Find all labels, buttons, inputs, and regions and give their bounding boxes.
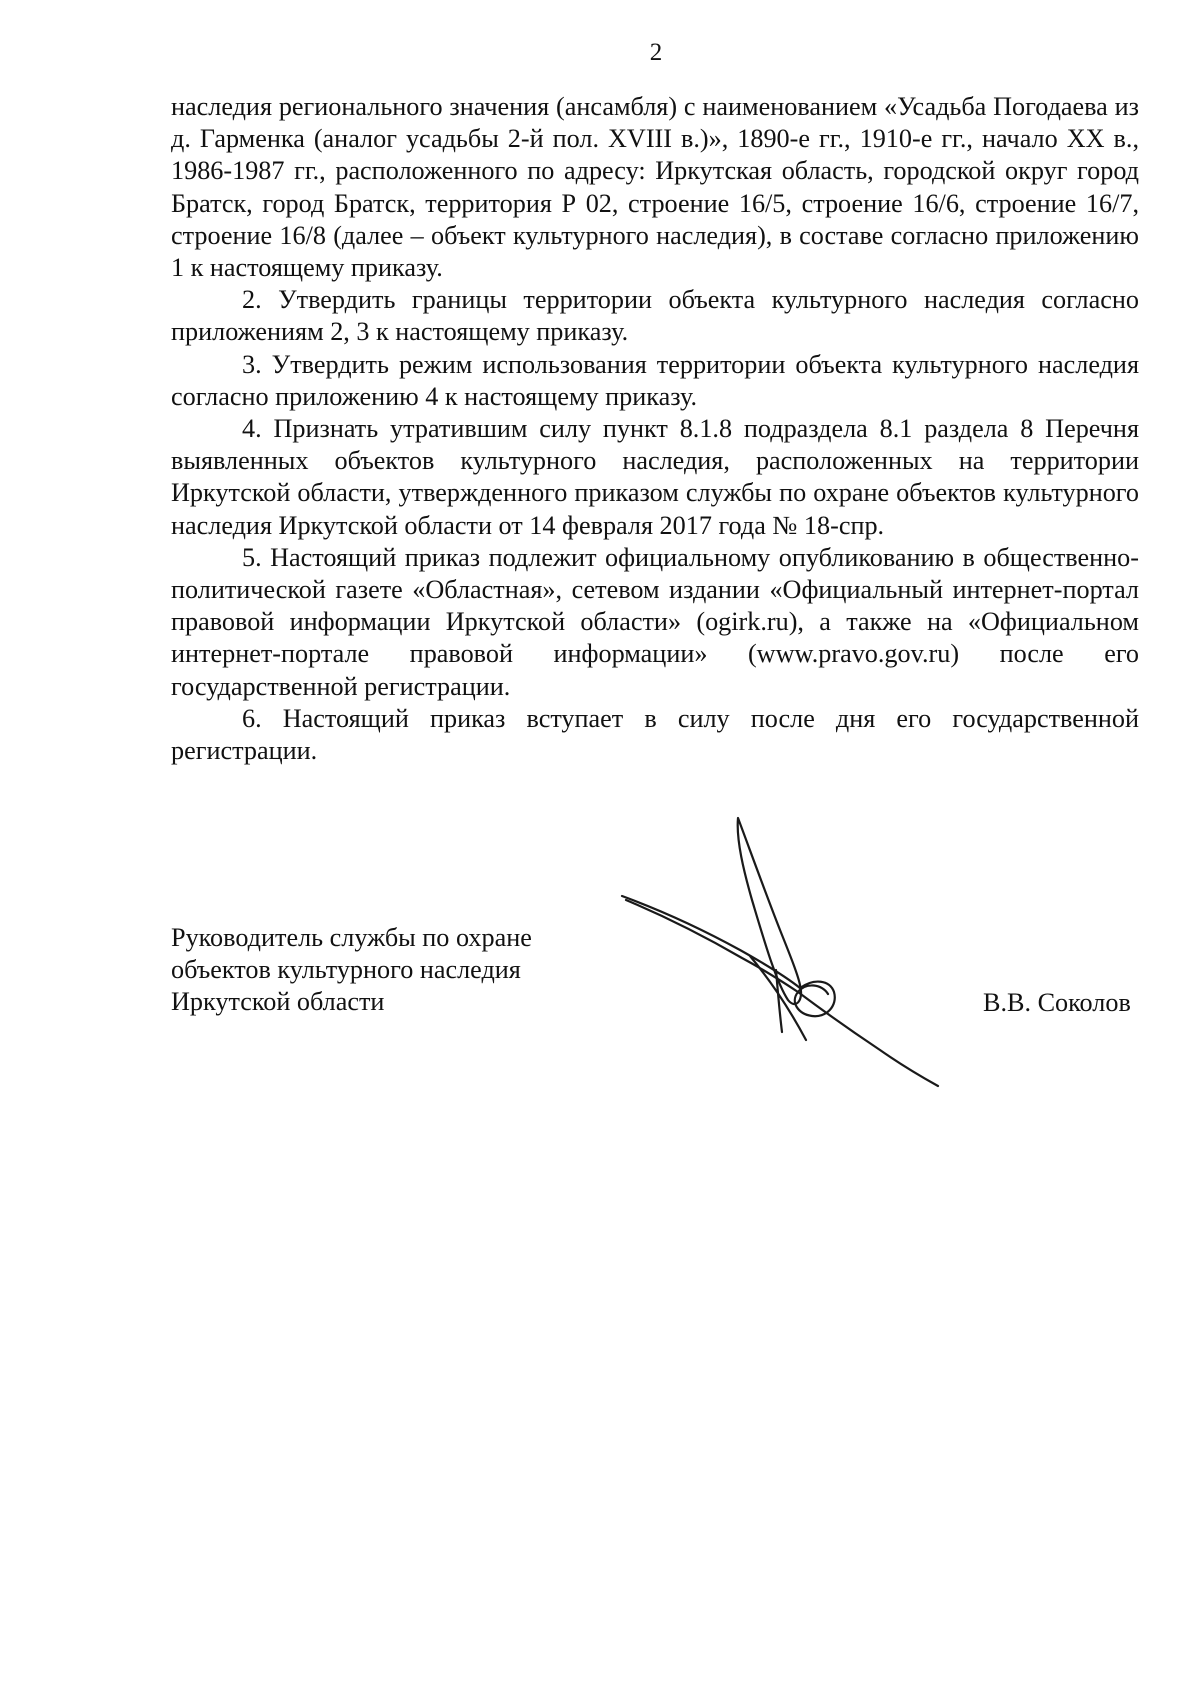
paragraph-continuation: наследия регионального значения (ансамбля) с наименованием «Усадьба Погодаева из д. Гарменка (аналог усадьбы 2-й пол. XVIII в.)», 1890-е гг., 1910-е гг., начало XX в., 1986-1987 гг., расположенного по адресу: Иркутская область, городской округ город Братск, город Братск, территория Р 02, строение 16/5, строение 16/6, строение 16/7, строение 16/8 (далее – объект культурного наследия), в составе согласно приложению 1 к настоящему приказу. <box>171 92 1139 283</box>
signatory-title-line: Иркутской области <box>171 987 385 1016</box>
paragraph-item-4: 4. Признать утратившим силу пункт 8.1.8 подраздела 8.1 раздела 8 Перечня выявленных объектов культурного наследия, расположенных на территории Иркутской области, утвержденного приказом службы по охране объектов культурного наследия Иркутской области от 14 февраля 2017 года № 18-спр. <box>171 414 1139 540</box>
handwritten-signature <box>600 810 960 1090</box>
paragraph-item-5: 5. Настоящий приказ подлежит официальному опубликованию в общественно-политической газете «Областная», сетевом издании «Официальный интернет-портал правовой информации Иркутской области» (ogirk.ru), а также на «Официальном интернет-портале правовой информации» (www.pravo.gov.ru) после его государственной регистрации. <box>171 542 1139 701</box>
document-body <box>171 91 1139 767</box>
page-number: 2 <box>649 39 663 66</box>
signatory-title-line: объектов культурного наследия <box>171 955 521 984</box>
signatory-name: В.В. Соколов <box>983 988 1131 1017</box>
signatory-title-line: Руководитель службы по охране <box>171 923 532 952</box>
paragraph-item-3: 3. Утвердить режим использования территории объекта культурного наследия согласно приложению 4 к настоящему приказу. <box>171 349 1139 411</box>
signatory-title <box>171 922 532 1018</box>
paragraph-item-6: 6. Настоящий приказ вступает в силу после дня его государственной регистрации. <box>171 703 1139 766</box>
paragraph-item-2: 2. Утвердить границы территории объекта культурного наследия согласно приложениям 2, 3 к настоящему приказу. <box>171 285 1139 347</box>
